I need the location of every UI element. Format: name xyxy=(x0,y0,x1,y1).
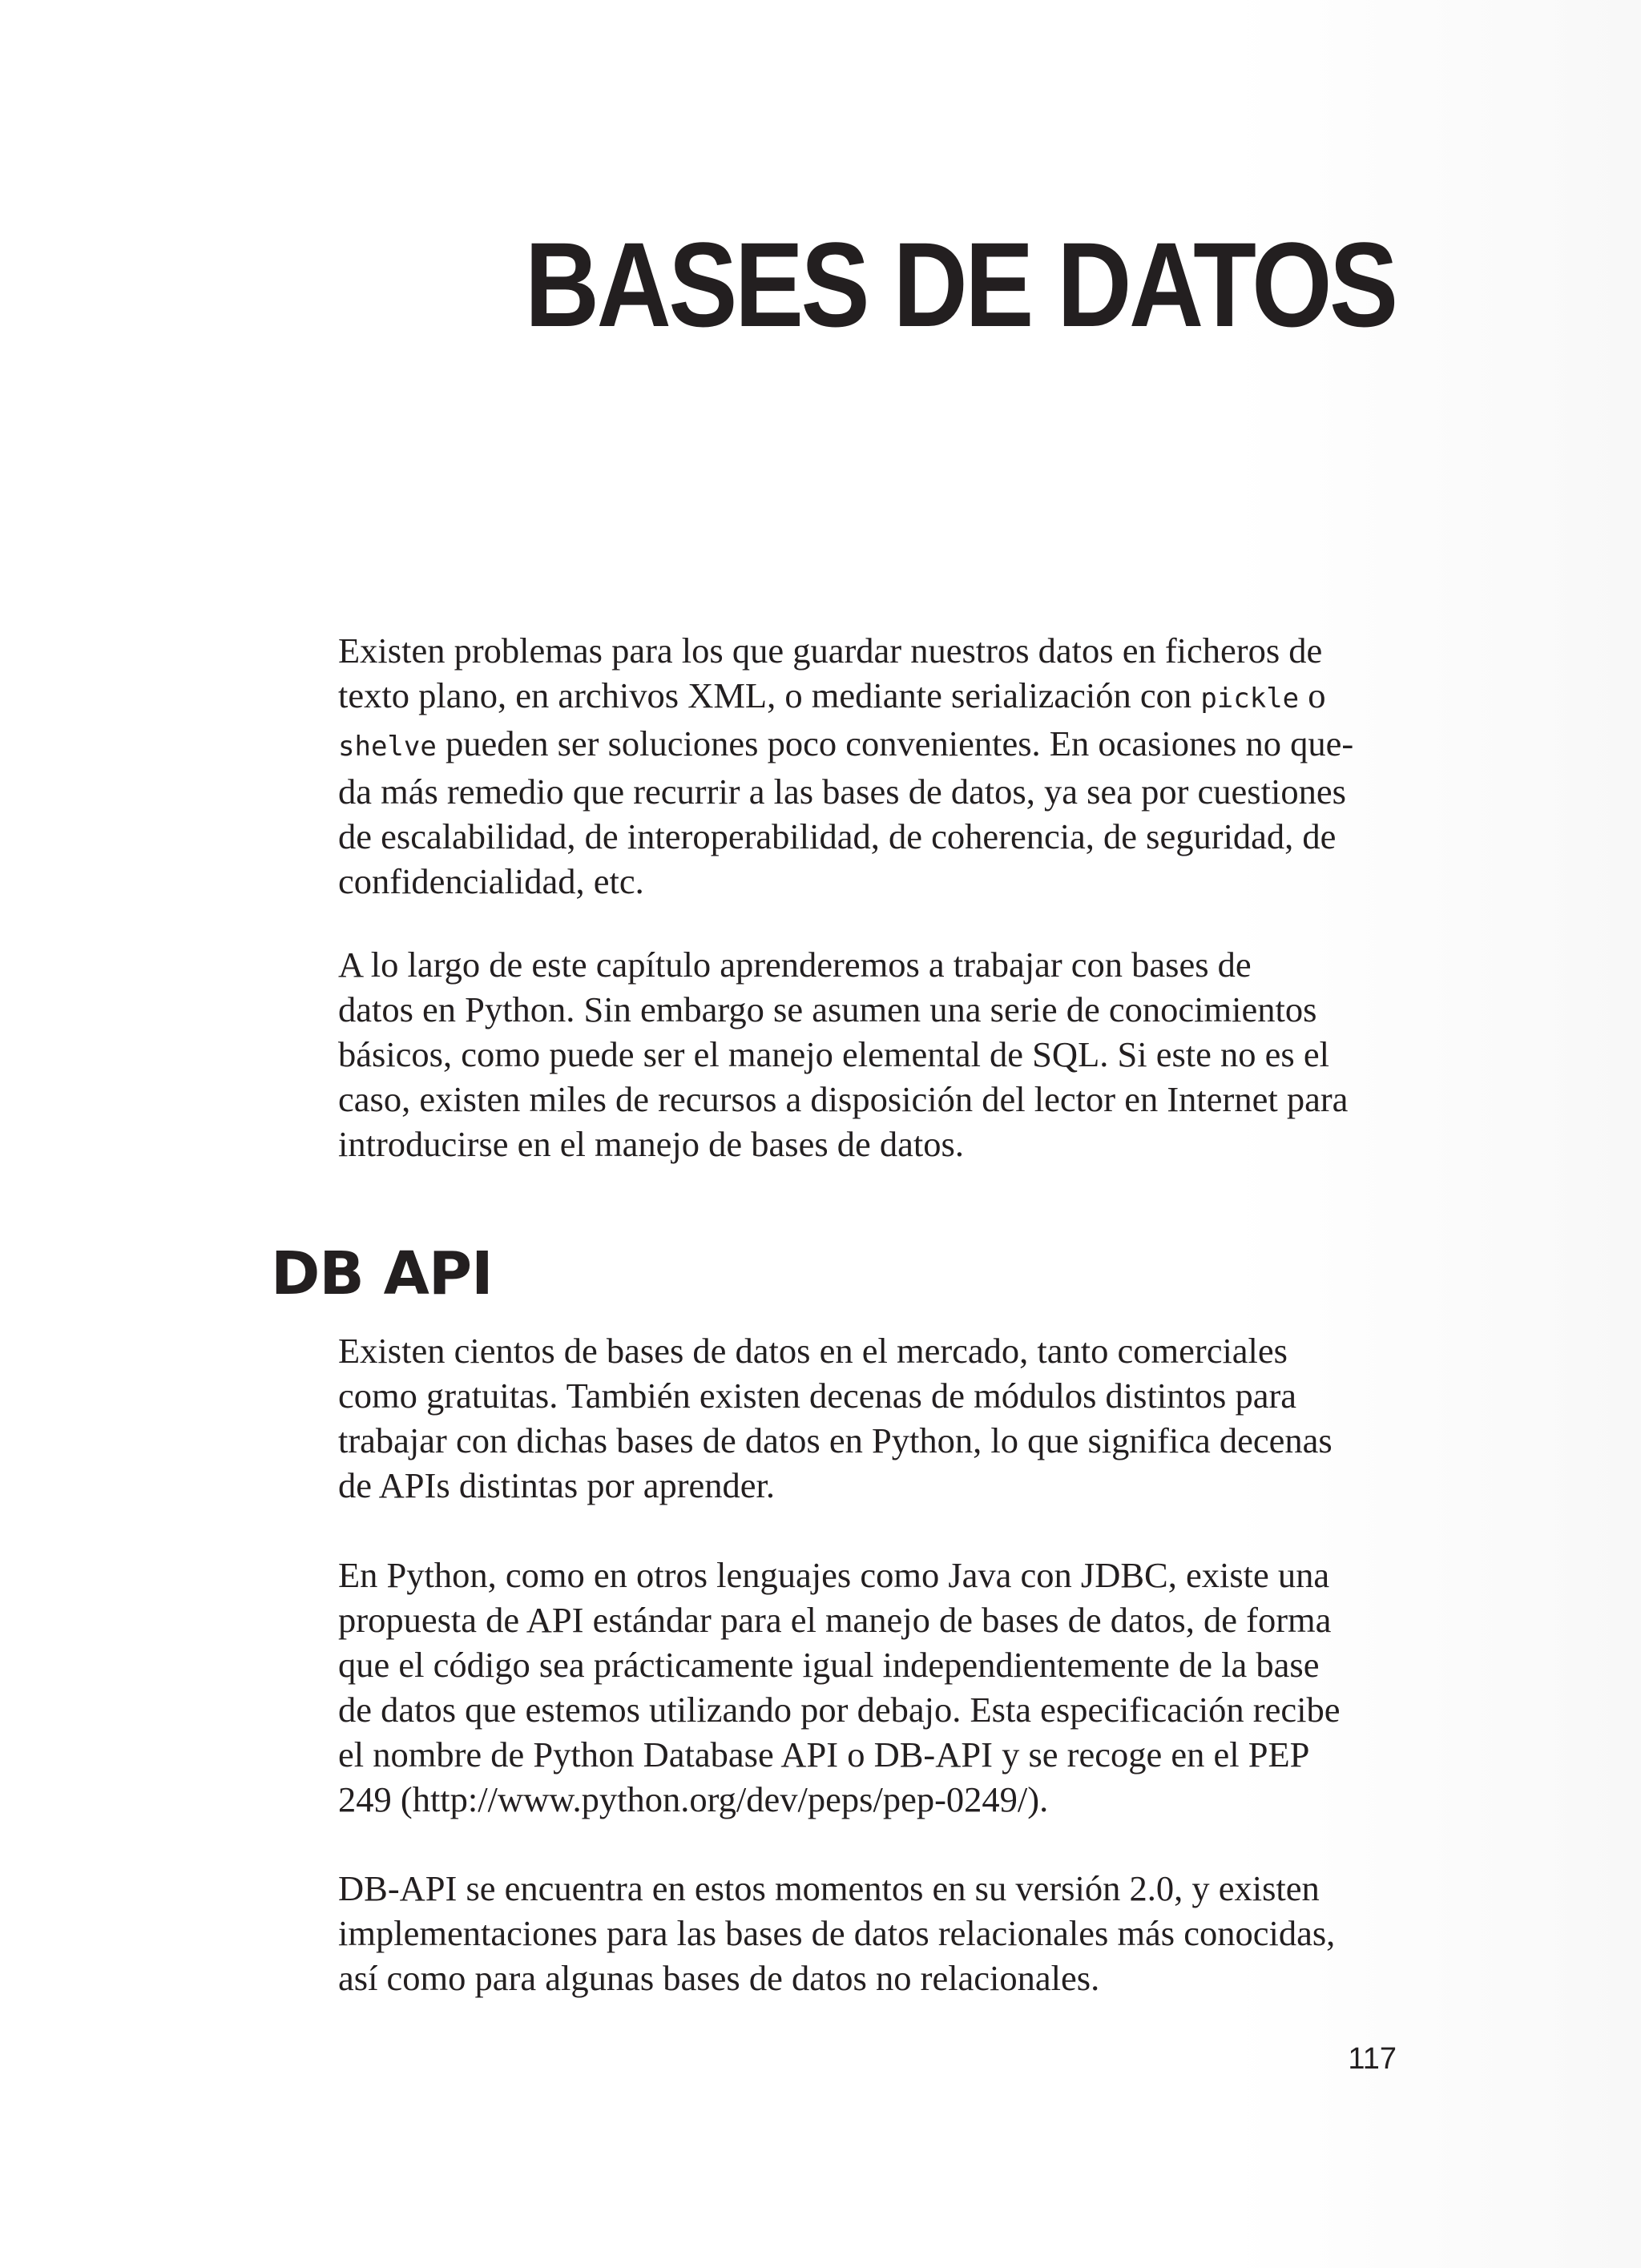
intro-paragraph-1 xyxy=(338,628,1404,904)
text-line: así como para algunas bases de datos no relacionales. xyxy=(338,1958,1100,1998)
chapter-title: BASES DE DATOS xyxy=(525,217,1396,352)
text-line: como gratuitas. También existen decenas de módulos distintos para xyxy=(338,1376,1297,1416)
text-line: trabajar con dichas bases de datos en Python, lo que significa decenas xyxy=(338,1420,1333,1460)
section-paragraph-3 xyxy=(338,1866,1404,2000)
text-line: En Python, como en otros lenguajes como Java con JDBC, existe una xyxy=(338,1555,1330,1595)
text-run: o xyxy=(1299,675,1326,715)
text-line: Existen problemas para los que guardar nuestros datos en ficheros de xyxy=(338,630,1323,671)
text-run: texto plano, en archivos XML, o mediante serialización con xyxy=(338,675,1201,715)
text-line: da más remedio que recurrir a las bases de datos, ya sea por cuestiones xyxy=(338,771,1346,812)
text-line: de escalabilidad, de interoperabilidad, de coherencia, de seguridad, de xyxy=(338,816,1337,856)
code-pickle: pickle xyxy=(1200,683,1300,715)
text-line xyxy=(338,673,1404,721)
text-line: implementaciones para las bases de datos relacionales más conocidas, xyxy=(338,1913,1336,1953)
text-line: de APIs distintas por aprender. xyxy=(338,1465,776,1505)
text-line: que el código sea prácticamente igual independientemente de la base xyxy=(338,1645,1320,1685)
code-shelve: shelve xyxy=(338,731,437,763)
page-number: 117 xyxy=(1348,2042,1397,2076)
text-line: DB-API se encuentra en estos momentos en su versión 2.0, y existen xyxy=(338,1868,1320,1908)
text-line: de datos que estemos utilizando por debajo. Esta especificación recibe xyxy=(338,1690,1341,1730)
text-line: el nombre de Python Database API o DB-API y se recoge en el PEP xyxy=(338,1734,1310,1775)
text-line: datos en Python. Sin embargo se asumen una serie de conocimientos xyxy=(338,989,1317,1029)
text-line: 249 (http://www.python.org/dev/peps/pep-0249/). xyxy=(338,1779,1049,1819)
text-line: básicos, como puede ser el manejo elemental de SQL. Si este no es el xyxy=(338,1034,1329,1074)
section-paragraph-1 xyxy=(338,1328,1404,1508)
text-line: Existen cientos de bases de datos en el mercado, tanto comerciales xyxy=(338,1331,1288,1371)
text-line: A lo largo de este capítulo aprenderemos a trabajar con bases de xyxy=(338,945,1252,985)
intro-paragraph-2 xyxy=(338,942,1404,1166)
text-line: caso, existen miles de recursos a disposición del lector en Internet para xyxy=(338,1079,1349,1119)
text-line xyxy=(338,721,1404,769)
section-paragraph-2 xyxy=(338,1553,1404,1822)
text-line: confidencialidad, etc. xyxy=(338,861,644,901)
text-run: pueden ser soluciones poco convenientes. En ocasiones no que- xyxy=(436,723,1354,763)
section-heading: DB API xyxy=(271,1239,493,1308)
text-line: introducirse en el manejo de bases de datos. xyxy=(338,1124,964,1164)
text-line: propuesta de API estándar para el manejo de bases de datos, de forma xyxy=(338,1600,1332,1640)
